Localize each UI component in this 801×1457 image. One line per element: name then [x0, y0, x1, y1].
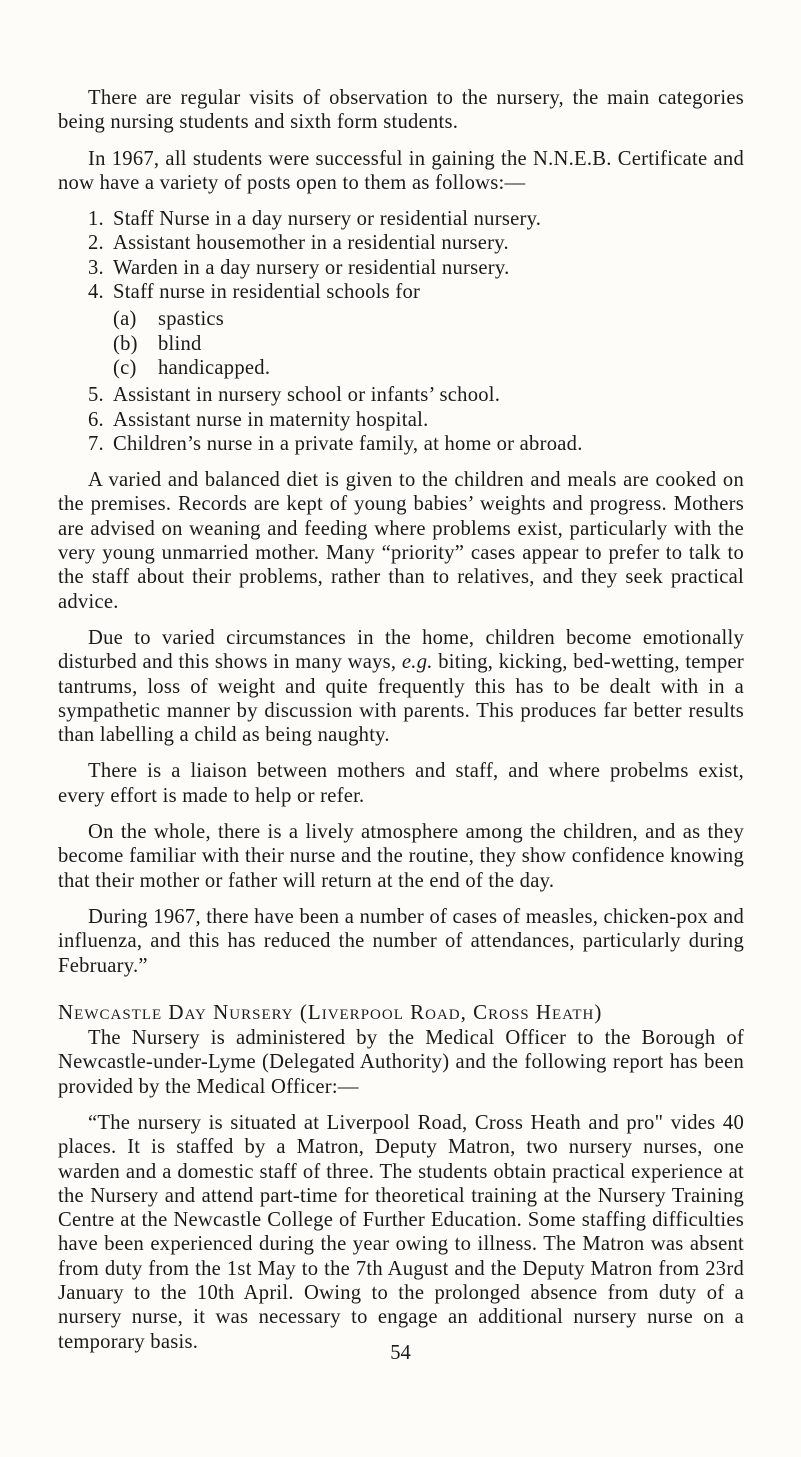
paragraph-nursery-report: “The nursery is situated at Liverpool Road, Cross Heath and pro" vides 40 places. It is staffed by a Matron, Deputy Matron, two nursery nurses, one warden and a domestic staff of three. The students obtain practical experience at the Nursery and attend part-time for theoretical training at the Nursery Training Centre at the Newcastle College of Further Education. Some staffing difficulties have been experienced during the year owing to illness. The Matron was absent from duty from the 1st May to the 7th August and the Deputy Matron from 23rd January to the 10th April. Owing to the prolonged absence from duty of a nursery nurse, it was necessary to engage an additional nursery nurse on a temporary basis.	[58, 1111, 744, 1353]
section-heading: Newcastle Day Nursery (Liverpool Road, Cross Heath)	[58, 999, 603, 1024]
list-item-number: 3.	[88, 256, 104, 279]
list-item	[58, 383, 744, 407]
list-item-number: 5.	[88, 384, 104, 407]
list-item	[58, 432, 744, 456]
list-item-number: 6.	[88, 408, 104, 431]
paragraph-text: biting, kicking, bed-wetting, temper tantrums, loss of weight and quite frequently this has to be dealt with in a sympathetic manner by discussion with parents. This produces far better results than labelling a child as being naughty.	[58, 651, 744, 747]
list-item-number: 1.	[88, 208, 104, 231]
list-item	[58, 256, 744, 280]
sub-list-item	[113, 332, 744, 356]
list-item-text: Assistant in nursery school or infants’ school.	[113, 384, 501, 407]
list-item	[58, 207, 744, 231]
schools-sublist	[113, 307, 744, 380]
sub-list-text: blind	[158, 332, 202, 355]
paragraph-administration: The Nursery is administered by the Medical Officer to the Borough of Newcastle-under-Lyme (Delegated Authority) and the following report has been provided by the Medical Officer:—	[58, 1027, 744, 1098]
sub-list-item	[113, 307, 744, 331]
list-item	[58, 231, 744, 255]
paragraph-emotional-disturbance	[58, 626, 744, 747]
paragraph-diet: A varied and balanced diet is given to the children and meals are cooked on the premises. Records are kept of young babies’ weights and progress. Mothers are advised on weaning and feeding where problems exist, particularly with the very young unmarried mother. Many “priority” cases appear to prefer to talk to the staff about their problems, rather than to relatives, and they seek practical advice.	[58, 469, 744, 613]
list-item-text: Children’s nurse in a private family, at home or abroad.	[113, 432, 583, 455]
list-item-number: 2.	[88, 232, 104, 255]
list-item-text: Warden in a day nursery or residential nursery.	[113, 256, 510, 279]
list-item	[58, 280, 744, 380]
page-number: 54	[390, 1342, 411, 1364]
list-item	[58, 408, 744, 432]
posts-list	[58, 207, 744, 456]
list-item-number: 4.	[88, 281, 104, 304]
sub-list-letter: (c)	[113, 356, 137, 379]
list-item-text: Staff nurse in residential schools for	[113, 281, 421, 304]
paragraph-liaison: There is a liaison between mothers and staff, and where probelms exist, every effort is made to help or refer.	[58, 760, 744, 807]
sub-list-letter: (a)	[113, 308, 137, 331]
sub-list-text: handicapped.	[158, 356, 271, 379]
paragraph-observation-visits: There are regular visits of observation to the nursery, the main categories being nursing students and sixth form students.	[58, 87, 744, 134]
sub-list-letter: (b)	[113, 332, 138, 355]
paragraph-atmosphere: On the whole, there is a lively atmosphere among the children, and as they become familiar with their nurse and the routine, they show confidence knowing that their mother or father will return at the end of the day.	[58, 821, 744, 892]
list-item-text: Staff Nurse in a day nursery or residential nursery.	[113, 208, 542, 231]
body-text	[58, 86, 744, 1366]
list-item-number: 7.	[88, 432, 104, 455]
paragraph-nneb-certificate: In 1967, all students were successful in gaining the N.N.E.B. Certificate and now have a variety of posts open to them as follows:—	[58, 147, 744, 194]
list-item-text: Assistant housemother in a residential nursery.	[113, 232, 509, 255]
list-item-text: Assistant nurse in maternity hospital.	[113, 408, 429, 431]
paragraph-text: Due to varied circumstances in the home, children become emotionally disturbed and this shows in many ways,	[58, 626, 744, 674]
eg-abbreviation: e.g.	[401, 651, 433, 674]
sub-list-item	[113, 356, 744, 380]
paragraph-illnesses: During 1967, there have been a number of cases of measles, chicken-pox and influenza, and this has reduced the number of attendances, particularly during February.”	[58, 905, 744, 977]
sub-list-text: spastics	[158, 308, 225, 331]
